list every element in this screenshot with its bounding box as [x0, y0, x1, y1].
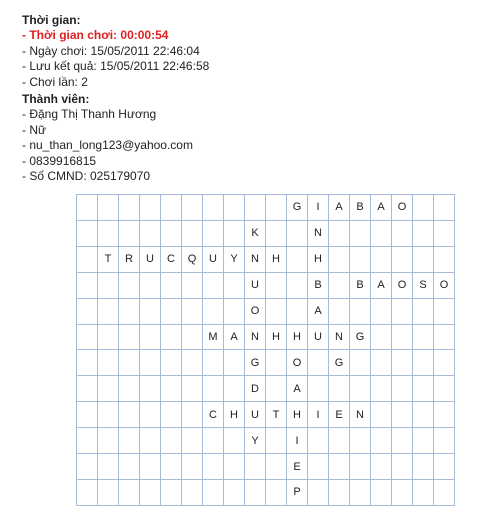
- crossword-cell: [140, 272, 161, 298]
- crossword-cell: [371, 246, 392, 272]
- crossword-cell: [140, 220, 161, 246]
- crossword-cell: [329, 220, 350, 246]
- crossword-cell: [224, 376, 245, 402]
- play-count-text: - Chơi lần: 2: [22, 74, 88, 89]
- crossword-cell: B: [350, 272, 371, 298]
- crossword-cell: [161, 454, 182, 480]
- crossword-cell: [224, 479, 245, 505]
- crossword-cell: [350, 479, 371, 505]
- crossword-cell: [182, 376, 203, 402]
- crossword-cell: [203, 428, 224, 454]
- crossword-cell: N: [329, 324, 350, 350]
- crossword-cell: [329, 428, 350, 454]
- time-section-heading: Thời gian:: [22, 13, 81, 27]
- crossword-cell: [329, 376, 350, 402]
- crossword-cell: [224, 195, 245, 221]
- crossword-cell: [329, 272, 350, 298]
- crossword-cell: [98, 272, 119, 298]
- crossword-cell: [392, 220, 413, 246]
- crossword-cell: [371, 220, 392, 246]
- crossword-cell: [119, 298, 140, 324]
- crossword-cell: [392, 402, 413, 428]
- crossword-cell: [350, 246, 371, 272]
- crossword-cell: [140, 479, 161, 505]
- crossword-cell: [161, 350, 182, 376]
- crossword-cell: [161, 272, 182, 298]
- crossword-cell: [161, 428, 182, 454]
- crossword-cell: [182, 454, 203, 480]
- member-gender-text: - Nữ: [22, 122, 47, 137]
- crossword-row: [77, 220, 455, 246]
- crossword-cell: [119, 220, 140, 246]
- crossword-cell: P: [287, 479, 308, 505]
- crossword-row: [77, 402, 455, 428]
- crossword-cell: [413, 479, 434, 505]
- crossword-cell: [77, 246, 98, 272]
- crossword-cell: I: [308, 195, 329, 221]
- crossword-cell: A: [329, 195, 350, 221]
- crossword-cell: D: [245, 376, 266, 402]
- crossword-cell: [350, 454, 371, 480]
- crossword-cell: [350, 220, 371, 246]
- crossword-cell: [371, 428, 392, 454]
- crossword-cell: [119, 350, 140, 376]
- crossword-cell: [161, 220, 182, 246]
- crossword-cell: [98, 324, 119, 350]
- crossword-cell: U: [245, 272, 266, 298]
- crossword-cell: [203, 220, 224, 246]
- crossword-cell: [182, 220, 203, 246]
- crossword-cell: [161, 298, 182, 324]
- crossword-cell: S: [413, 272, 434, 298]
- crossword-cell: [413, 454, 434, 480]
- crossword-cell: [182, 402, 203, 428]
- crossword-cell: [392, 454, 413, 480]
- crossword-cell: [182, 324, 203, 350]
- crossword-cell: [77, 350, 98, 376]
- crossword-cell: [434, 220, 455, 246]
- crossword-cell: [434, 402, 455, 428]
- crossword-cell: [266, 454, 287, 480]
- crossword-cell: [266, 376, 287, 402]
- crossword-cell: [224, 298, 245, 324]
- crossword-cell: [161, 324, 182, 350]
- crossword-cell: [371, 324, 392, 350]
- crossword-cell: [98, 402, 119, 428]
- crossword-cell: [392, 428, 413, 454]
- crossword-cell: [392, 350, 413, 376]
- crossword-cell: [224, 350, 245, 376]
- crossword-cell: [266, 428, 287, 454]
- crossword-cell: [182, 272, 203, 298]
- crossword-cell: [119, 428, 140, 454]
- crossword-cell: Y: [224, 246, 245, 272]
- crossword-cell: [161, 479, 182, 505]
- crossword-cell: O: [434, 272, 455, 298]
- play-time-text: - Thời gian chơi: 00:00:54: [22, 28, 169, 43]
- member-email-text: - nu_than_long123@yahoo.com: [22, 138, 193, 153]
- crossword-cell: [140, 376, 161, 402]
- crossword-cell: A: [371, 272, 392, 298]
- crossword-row: [77, 428, 455, 454]
- crossword-cell: [98, 220, 119, 246]
- crossword-cell: [434, 195, 455, 221]
- crossword-cell: O: [392, 272, 413, 298]
- crossword-cell: [434, 298, 455, 324]
- crossword-cell: [203, 195, 224, 221]
- crossword-cell: [413, 350, 434, 376]
- crossword-cell: [224, 220, 245, 246]
- crossword-cell: [140, 350, 161, 376]
- crossword-cell: [77, 454, 98, 480]
- crossword-cell: N: [350, 402, 371, 428]
- crossword-cell: [140, 428, 161, 454]
- crossword-cell: [329, 246, 350, 272]
- crossword-cell: [329, 454, 350, 480]
- crossword-cell: A: [371, 195, 392, 221]
- crossword-cell: [182, 298, 203, 324]
- crossword-cell: H: [287, 402, 308, 428]
- crossword-cell: C: [161, 246, 182, 272]
- crossword-cell: [98, 428, 119, 454]
- crossword-cell: N: [245, 246, 266, 272]
- crossword-cell: [182, 428, 203, 454]
- crossword-cell: [371, 376, 392, 402]
- crossword-cell: [77, 195, 98, 221]
- crossword-cell: M: [203, 324, 224, 350]
- crossword-cell: T: [266, 402, 287, 428]
- crossword-cell: [392, 298, 413, 324]
- crossword-cell: K: [245, 220, 266, 246]
- crossword-cell: [224, 272, 245, 298]
- crossword-cell: T: [98, 246, 119, 272]
- crossword-cell: [413, 220, 434, 246]
- crossword-cell: [119, 195, 140, 221]
- crossword-cell: [308, 350, 329, 376]
- crossword-cell: [77, 272, 98, 298]
- crossword-cell: B: [308, 272, 329, 298]
- crossword-cell: [413, 246, 434, 272]
- crossword-cell: [119, 376, 140, 402]
- crossword-cell: [119, 402, 140, 428]
- crossword-cell: [371, 298, 392, 324]
- crossword-cell: E: [287, 454, 308, 480]
- member-section-heading: Thành viên:: [22, 92, 90, 107]
- crossword-cell: [308, 376, 329, 402]
- crossword-cell: [98, 350, 119, 376]
- crossword-cell: [308, 479, 329, 505]
- crossword-cell: [161, 195, 182, 221]
- crossword-cell: [434, 350, 455, 376]
- crossword-cell: [119, 479, 140, 505]
- crossword-row: [77, 479, 455, 505]
- crossword-cell: H: [224, 402, 245, 428]
- crossword-cell: [140, 324, 161, 350]
- crossword-cell: N: [308, 220, 329, 246]
- crossword-cell: U: [203, 246, 224, 272]
- crossword-cell: A: [308, 298, 329, 324]
- crossword-row: [77, 298, 455, 324]
- crossword-cell: [350, 376, 371, 402]
- crossword-cell: [371, 479, 392, 505]
- crossword-row: [77, 350, 455, 376]
- crossword-cell: [77, 479, 98, 505]
- crossword-cell: [98, 376, 119, 402]
- crossword-cell: G: [329, 350, 350, 376]
- crossword-cell: [182, 195, 203, 221]
- crossword-cell: N: [245, 324, 266, 350]
- crossword-cell: [371, 350, 392, 376]
- crossword-cell: [182, 350, 203, 376]
- crossword-row: [77, 376, 455, 402]
- crossword-cell: [119, 454, 140, 480]
- crossword-cell: [266, 479, 287, 505]
- crossword-cell: [413, 428, 434, 454]
- crossword-cell: [434, 428, 455, 454]
- crossword-cell: [161, 376, 182, 402]
- crossword-cell: A: [224, 324, 245, 350]
- crossword-cell: [119, 272, 140, 298]
- crossword-cell: [77, 428, 98, 454]
- crossword-cell: O: [287, 350, 308, 376]
- crossword-cell: [287, 272, 308, 298]
- crossword-cell: [140, 402, 161, 428]
- result-info-panel: [22, 13, 209, 184]
- crossword-cell: [434, 324, 455, 350]
- crossword-cell: [287, 220, 308, 246]
- crossword-cell: H: [287, 324, 308, 350]
- crossword-cell: [203, 454, 224, 480]
- crossword-cell: [266, 220, 287, 246]
- member-id-number-text: - Số CMND: 025179070: [22, 169, 151, 184]
- crossword-cell: [392, 376, 413, 402]
- crossword-cell: R: [119, 246, 140, 272]
- crossword-cell: [287, 246, 308, 272]
- crossword-cell: [434, 454, 455, 480]
- crossword-cell: [182, 479, 203, 505]
- member-name-text: - Đặng Thị Thanh Hương: [22, 107, 157, 122]
- crossword-cell: [434, 479, 455, 505]
- crossword-cell: [203, 272, 224, 298]
- crossword-cell: U: [245, 402, 266, 428]
- crossword-cell: G: [350, 324, 371, 350]
- crossword-cell: B: [350, 195, 371, 221]
- crossword-cell: U: [140, 246, 161, 272]
- crossword-cell: [224, 454, 245, 480]
- play-date-text: - Ngày chơi: 15/05/2011 22:46:04: [22, 43, 200, 58]
- crossword-cell: H: [308, 246, 329, 272]
- crossword-cell: [434, 376, 455, 402]
- member-phone-text: - 0839916815: [22, 153, 97, 168]
- crossword-cell: Y: [245, 428, 266, 454]
- crossword-cell: [266, 272, 287, 298]
- crossword-cell: E: [329, 402, 350, 428]
- crossword-cell: [245, 454, 266, 480]
- crossword-cell: [413, 376, 434, 402]
- crossword-cell: [413, 195, 434, 221]
- crossword-cell: G: [245, 350, 266, 376]
- crossword-cell: [77, 324, 98, 350]
- crossword-cell: A: [287, 376, 308, 402]
- crossword-cell: I: [287, 428, 308, 454]
- crossword-cell: [371, 402, 392, 428]
- crossword-cell: [434, 246, 455, 272]
- crossword-cell: O: [245, 298, 266, 324]
- crossword-cell: C: [203, 402, 224, 428]
- crossword-cell: [98, 454, 119, 480]
- crossword-cell: [77, 402, 98, 428]
- crossword-cell: I: [308, 402, 329, 428]
- crossword-row: [77, 454, 455, 480]
- crossword-cell: [350, 298, 371, 324]
- crossword-cell: [266, 350, 287, 376]
- crossword-cell: [287, 298, 308, 324]
- crossword-row: [77, 272, 455, 298]
- crossword-cell: O: [392, 195, 413, 221]
- crossword-cell: [413, 402, 434, 428]
- crossword-cell: Q: [182, 246, 203, 272]
- crossword-cell: [203, 298, 224, 324]
- crossword-cell: [392, 246, 413, 272]
- crossword-cell: [161, 402, 182, 428]
- crossword-cell: [245, 479, 266, 505]
- crossword-cell: [413, 324, 434, 350]
- crossword-cell: [413, 298, 434, 324]
- crossword-cell: [98, 195, 119, 221]
- crossword-cell: [203, 479, 224, 505]
- crossword-cell: [266, 298, 287, 324]
- crossword-cell: [98, 479, 119, 505]
- crossword-cell: [350, 350, 371, 376]
- crossword-cell: [140, 454, 161, 480]
- crossword-cell: [140, 195, 161, 221]
- crossword-cell: [224, 428, 245, 454]
- save-result-text: - Lưu kết quả: 15/05/2011 22:46:58: [22, 59, 210, 74]
- crossword-cell: [77, 298, 98, 324]
- crossword-cell: [329, 479, 350, 505]
- crossword-cell: [308, 428, 329, 454]
- crossword-row: [77, 246, 455, 272]
- crossword-cell: [98, 298, 119, 324]
- crossword-cell: H: [266, 324, 287, 350]
- crossword-cell: [119, 324, 140, 350]
- crossword-cell: [392, 324, 413, 350]
- crossword-cell: [203, 350, 224, 376]
- crossword-cell: [245, 195, 266, 221]
- crossword-cell: [392, 479, 413, 505]
- crossword-cell: U: [308, 324, 329, 350]
- crossword-row: [77, 324, 455, 350]
- crossword-cell: [77, 376, 98, 402]
- crossword-cell: [308, 454, 329, 480]
- crossword-row: [77, 195, 455, 221]
- crossword-cell: G: [287, 195, 308, 221]
- crossword-cell: [266, 195, 287, 221]
- crossword-cell: [203, 376, 224, 402]
- crossword-cell: [329, 298, 350, 324]
- crossword-cell: [77, 220, 98, 246]
- crossword-cell: [371, 454, 392, 480]
- crossword-cell: [350, 428, 371, 454]
- crossword-cell: [140, 298, 161, 324]
- crossword-cell: H: [266, 246, 287, 272]
- crossword-grid: [76, 194, 455, 506]
